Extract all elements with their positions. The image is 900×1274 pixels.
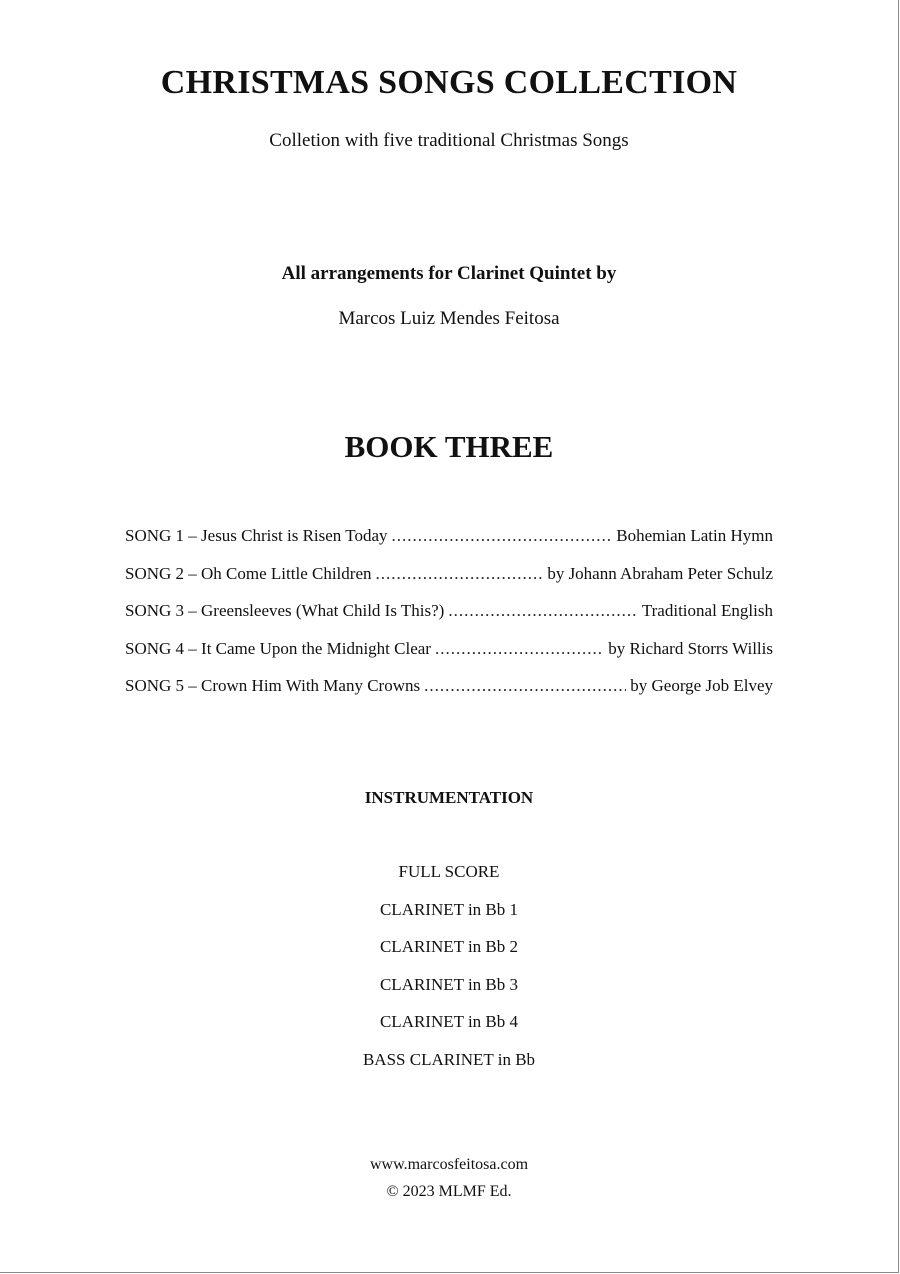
song-entry-5	[125, 676, 773, 714]
collection-title: CHRISTMAS SONGS COLLECTION	[160, 64, 738, 101]
dot-leader	[448, 601, 638, 621]
song-title: SONG 4 – It Came Upon the Midnight Clear	[125, 638, 431, 658]
song-title: SONG 1 – Jesus Christ is Risen Today	[125, 526, 388, 545]
instrument-part: CLARINET in Bb 3	[379, 974, 519, 994]
song-composer: by Johann Abraham Peter Schulz	[547, 563, 773, 583]
arranger-name: Marcos Luiz Mendes Feitosa	[338, 308, 560, 329]
dot-leader	[424, 676, 626, 696]
song-composer: Traditional English	[641, 601, 773, 620]
instrument-part: BASS CLARINET in Bb	[362, 1049, 536, 1069]
dot-leader	[435, 639, 604, 659]
song-title: SONG 5 – Crown Him With Many Crowns	[125, 676, 421, 695]
book-title: BOOK THREE	[344, 429, 554, 464]
dot-leader	[392, 526, 613, 546]
collection-subtitle: Colletion with five traditional Christmas Songs	[269, 130, 629, 151]
song-entry-3	[125, 601, 773, 639]
song-entry-2	[125, 564, 773, 602]
instrument-part: FULL SCORE	[398, 862, 500, 881]
song-list	[125, 526, 773, 714]
copyright-notice: © 2023 MLMF Ed.	[386, 1183, 512, 1200]
song-entry-1	[125, 526, 773, 564]
song-composer: by George Job Elvey	[630, 676, 773, 695]
dot-leader	[375, 564, 543, 584]
instrument-part: CLARINET in Bb 4	[379, 1012, 519, 1031]
song-composer: Bohemian Latin Hymn	[616, 526, 773, 545]
song-entry-4	[125, 639, 773, 677]
instrument-part: CLARINET in Bb 2	[379, 937, 519, 956]
arrangement-heading: All arrangements for Clarinet Quintet by	[281, 263, 617, 284]
instrumentation-heading: INSTRUMENTATION	[364, 788, 534, 807]
song-title: SONG 3 – Greensleeves (What Child Is This?)	[125, 601, 445, 620]
website-url: www.marcosfeitosa.com	[369, 1156, 529, 1173]
instrumentation-list	[0, 862, 898, 1087]
song-composer: by Richard Storrs Willis	[608, 638, 773, 658]
instrument-part: CLARINET in Bb 1	[379, 899, 519, 919]
song-title: SONG 2 – Oh Come Little Children	[125, 563, 372, 583]
